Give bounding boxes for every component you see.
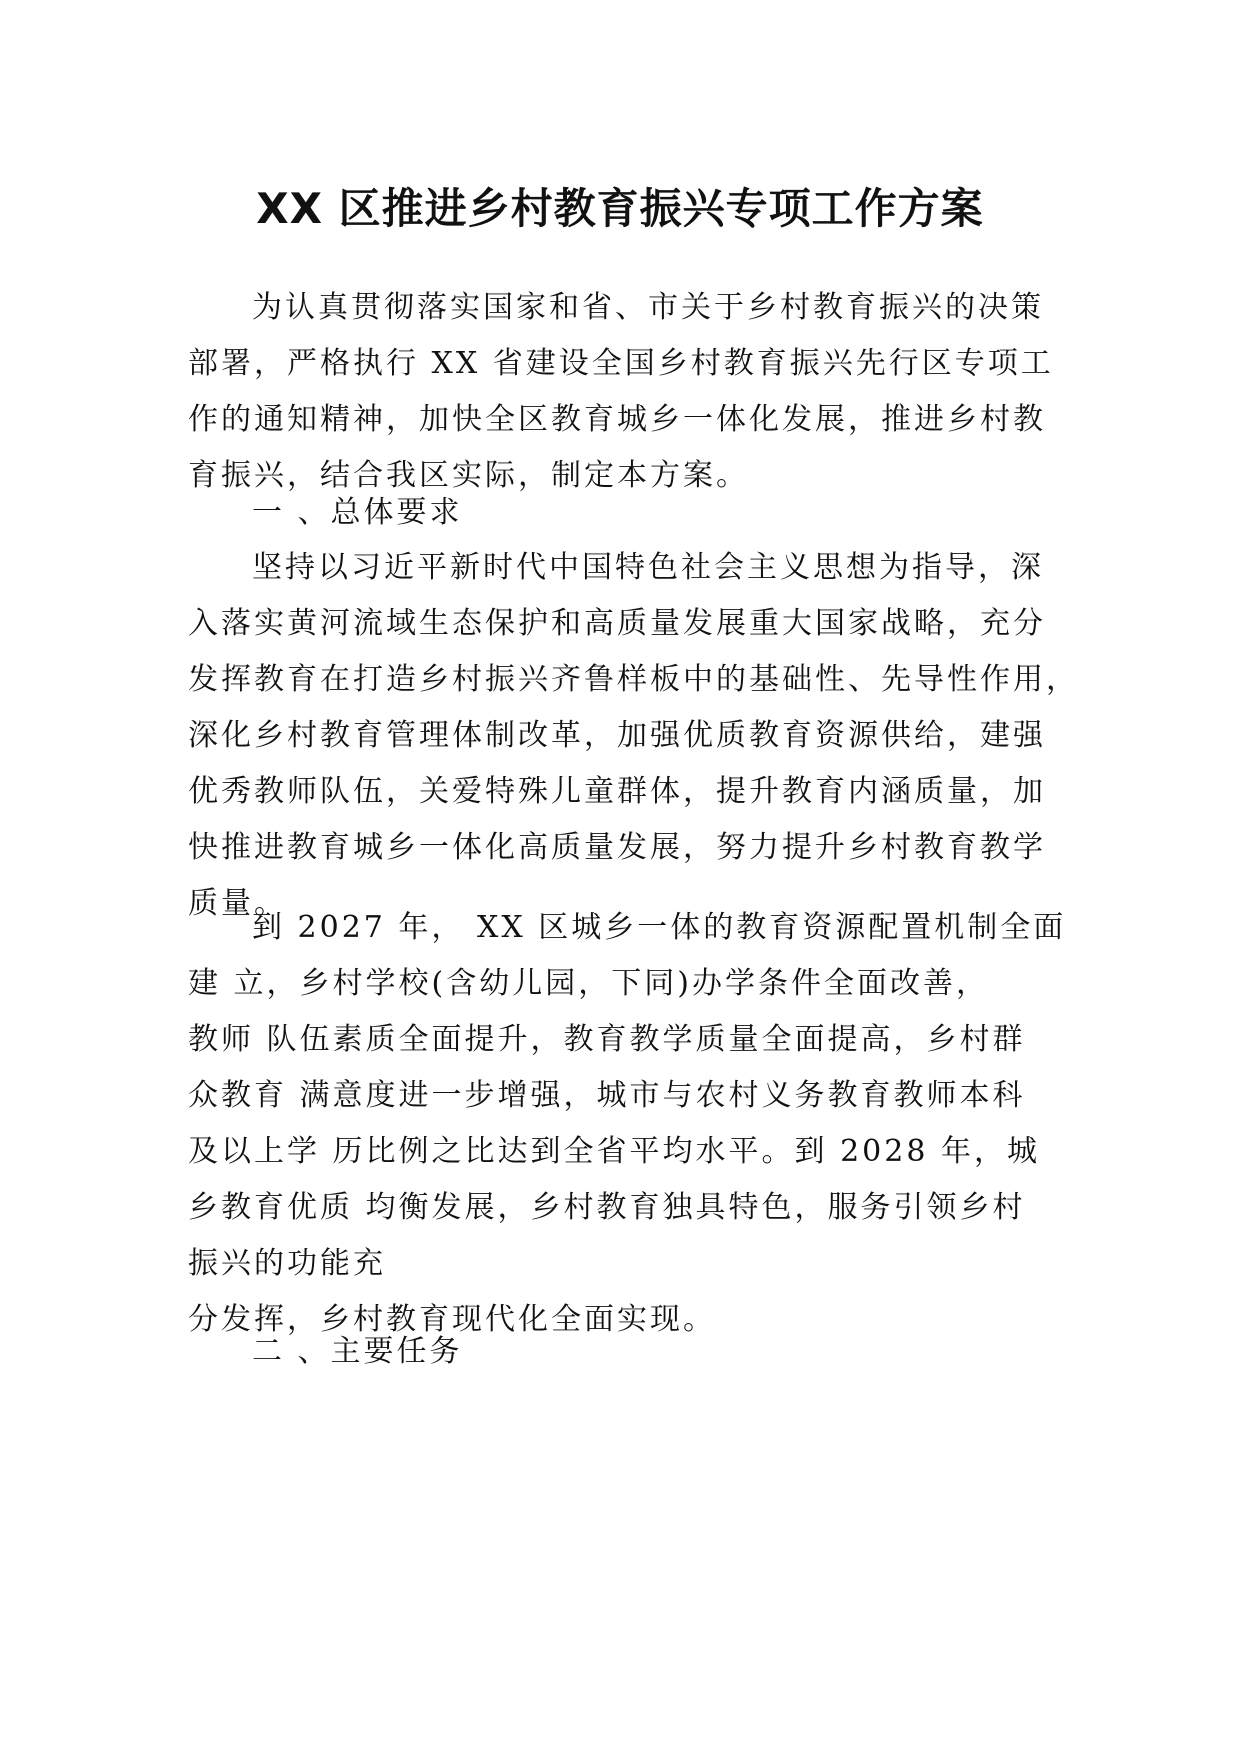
paragraph-line: 到 2027 年， XX 区城乡一体的教育资源配置机制全面 <box>252 910 1067 945</box>
guiding-principle-paragraph <box>188 540 1079 932</box>
paragraph-line: 入落实黄河流域生态保护和高质量发展重大国家战略，充分 <box>188 606 1046 641</box>
paragraph-line: 作的通知精神，加快全区教育城乡一体化发展，推进乡村教 <box>188 402 1046 437</box>
paragraph-line: 众教育 满意度进一步增强，城市与农村义务教育教师本科 <box>188 1078 1026 1113</box>
paragraph-line: 分发挥，乡村教育现代化全面实现。 <box>188 1302 716 1337</box>
paragraph-line: 振兴的功能充 <box>188 1246 386 1281</box>
paragraph-line: 及以上学 历比例之比达到全省平均水平。到 2028 年，城 <box>188 1134 1040 1169</box>
paragraph-line: 部署，严格执行 XX 省建设全国乡村教育振兴先行区专项工 <box>188 346 1054 381</box>
section-heading: 一 、总体要求 <box>252 495 463 530</box>
paragraph-line: 优秀教师队伍，关爱特殊儿童群体，提升教育内涵质量，加 <box>188 774 1046 809</box>
intro-paragraph <box>188 280 1058 504</box>
section-heading: 二 、主要任务 <box>252 1334 463 1369</box>
section-heading-general-requirements <box>188 485 1058 541</box>
section-heading-main-tasks <box>188 1324 1058 1380</box>
paragraph-line: 建 立，乡村学校(含幼儿园，下同)办学条件全面改善， <box>188 966 989 1001</box>
goals-paragraph <box>188 900 1067 1348</box>
paragraph-line: 快推进教育城乡一体化高质量发展，努力提升乡村教育教学 <box>188 830 1046 865</box>
paragraph-line: 教师 队伍素质全面提升，教育教学质量全面提高，乡村群 <box>188 1022 1026 1057</box>
paragraph-line: 质量。 <box>188 886 287 921</box>
paragraph-line: 坚持以习近平新时代中国特色社会主义思想为指导，深 <box>252 550 1044 585</box>
paragraph-line: 乡教育优质 均衡发展，乡村教育独具特色，服务引领乡村 <box>188 1190 1026 1225</box>
paragraph-line: 育振兴，结合我区实际，制定本方案。 <box>188 458 749 493</box>
paragraph-line: 为认真贯彻落实国家和省、市关于乡村教育振兴的决策 <box>252 290 1044 325</box>
paragraph-line: 深化乡村教育管理体制改革，加强优质教育资源供给，建强 <box>188 718 1046 753</box>
document-title: XX 区推进乡村教育振兴专项工作方案 <box>256 184 984 233</box>
paragraph-line: 发挥教育在打造乡村振兴齐鲁样板中的基础性、先导性作用， <box>188 662 1079 697</box>
